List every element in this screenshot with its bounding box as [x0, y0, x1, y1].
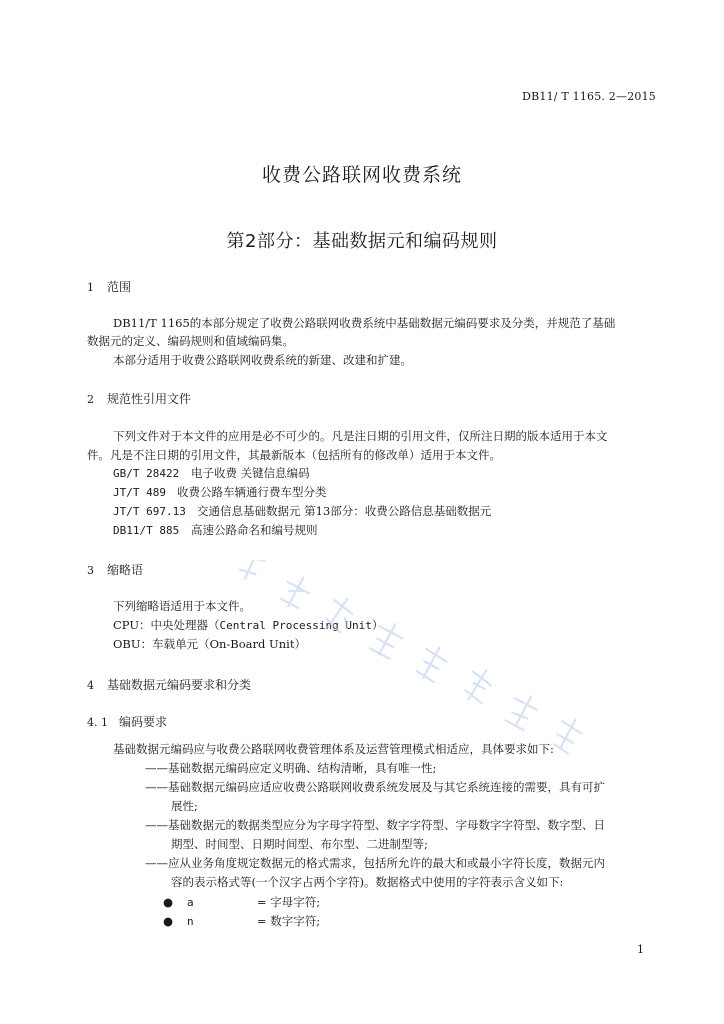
standard-code: DB11/ T 1165. 2—2015 [522, 90, 656, 103]
reference-code: DB11/T 885 [113, 524, 180, 537]
reference-item [113, 483, 327, 502]
section-number: 1 [87, 281, 94, 294]
reference-item [113, 464, 310, 483]
abbreviation-term: CPU：中央处理器（ [113, 618, 220, 632]
abbreviation-close: ） [294, 637, 306, 651]
dash-item-continuation: 期型、时间型、日期时间型、布尔型、二进制型等; [171, 837, 428, 851]
section-number: 3 [87, 564, 94, 577]
section-title: 基础数据元编码要求和分类 [107, 678, 252, 692]
reference-title: 高速公路命名和编号规则 [191, 523, 318, 537]
dash-item: ——基础数据元的数据类型应分为字母字符型、数字字符型、字母数字字符型、数字型、日 [145, 818, 605, 832]
paragraph-line: 下列缩略语适用于本文件。 [113, 599, 251, 613]
dash-item: ——基础数据元编码应定义明确、结构清晰，具有唯一性; [145, 761, 437, 775]
reference-item [113, 502, 491, 521]
symbol-item [163, 893, 320, 912]
abbreviation-item [113, 635, 306, 653]
symbol-meaning: = 数字字符; [257, 914, 321, 928]
paragraph-line: 件。凡是不注日期的引用文件，其最新版本（包括所有的修改单）适用于本文件。 [87, 448, 501, 462]
symbol-meaning: = 字母字符; [257, 895, 321, 909]
paragraph-line: 下列文件对于本文件的应用是必不可少的。凡是注日期的引用文件，仅所注日期的版本适用于本文 [113, 429, 608, 443]
section-heading-4 [87, 676, 251, 693]
symbol-letter: a [187, 896, 194, 909]
abbreviation-term: OBU：车载单元（ [113, 637, 210, 651]
abbreviation-full: Central Processing Unit [219, 619, 372, 632]
document-title: 收费公路联网收费系统 [261, 164, 462, 186]
bullet-icon: ● [163, 895, 174, 909]
symbol-letter: n [187, 915, 194, 928]
reference-item [113, 521, 318, 540]
paragraph-line: DB11/T 1165的本部分规定了收费公路联网收费系统中基础数据元编码要求及分类，并规范了基础 [113, 316, 616, 330]
paragraph-line: 基础数据元编码应与收费公路联网收费管理体系及运营管理模式相适应，具体要求如下: [113, 742, 554, 756]
paragraph-line: 数据元的定义、编码规则和值域编码集。 [87, 334, 294, 348]
reference-title: 电子收费 关键信息编码 [191, 466, 310, 480]
dash-item: ——基础数据元编码应适应收费公路联网收费系统发展及与其它系统连接的需要，具有可扩 [145, 780, 605, 794]
page-number: 1 [637, 943, 644, 956]
reference-code: GB/T 28422 [113, 467, 180, 480]
section-title: 规范性引用文件 [107, 392, 192, 406]
dash-item-continuation: 容的表示格式等(一个汉字占两个字符)。数据格式中使用的字符表示含义如下: [171, 875, 564, 889]
reference-code: JT/T 697.13 [113, 505, 186, 518]
paragraph-line: 本部分适用于收费公路联网收费系统的新建、改建和扩建。 [113, 353, 412, 367]
reference-title: 收费公路车辆通行费车型分类 [177, 485, 327, 499]
abbreviation-close: ） [371, 618, 384, 632]
reference-title: 交通信息基础数据元 第13部分：收费公路信息基础数据元 [197, 504, 492, 518]
section-heading-2 [87, 390, 191, 407]
abbreviation-full: On-Board Unit [209, 637, 295, 651]
section-number: 2 [87, 393, 94, 406]
section-number: 4. 1 [87, 716, 108, 729]
bullet-icon: ● [163, 914, 174, 928]
section-heading-1 [87, 278, 131, 295]
dash-item-continuation: 展性; [171, 799, 198, 813]
document-subtitle: 第2部分：基础数据元和编码规则 [226, 231, 498, 252]
section-number: 4 [87, 679, 94, 692]
reference-code: JT/T 489 [113, 486, 166, 499]
section-title: 范围 [107, 280, 132, 294]
section-title: 编码要求 [119, 715, 168, 729]
section-heading-4-1 [87, 713, 167, 730]
section-heading-3 [87, 561, 143, 578]
abbreviation-item [113, 616, 383, 635]
dash-item: ——应从业务角度规定数据元的格式需求，包括所允许的最大和或最小字符长度，数据元内 [145, 856, 605, 870]
section-title: 缩略语 [107, 563, 144, 577]
symbol-item [163, 912, 320, 931]
